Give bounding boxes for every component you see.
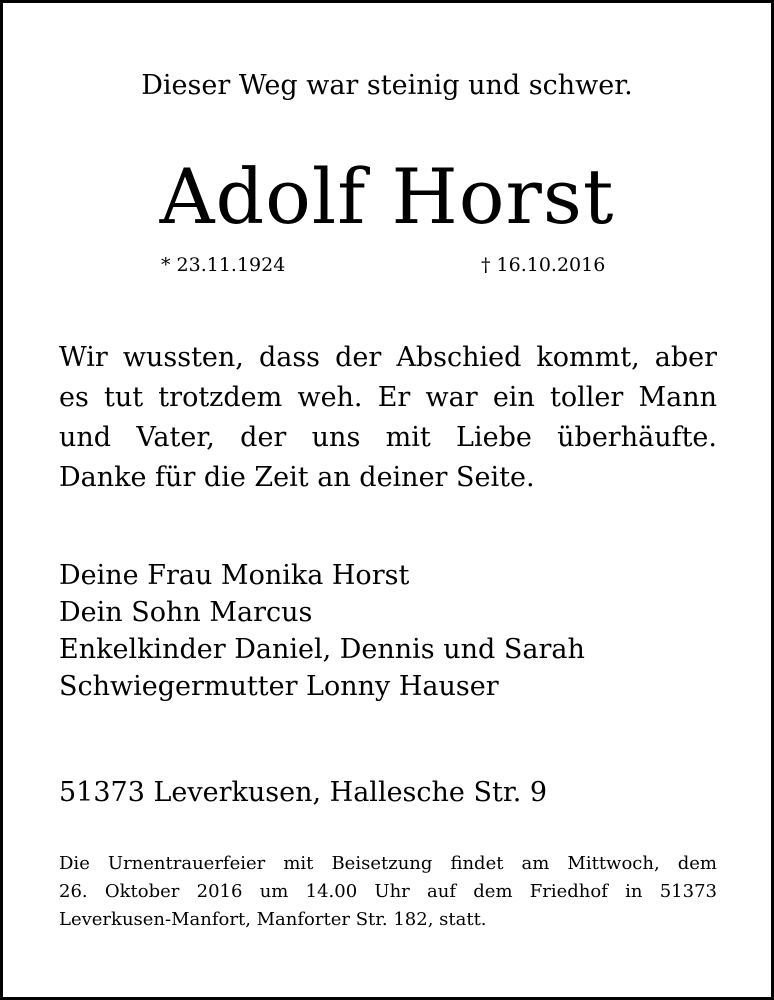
family-address: 51373 Leverkusen, Hallesche Str. 9 [59,777,548,808]
mourners-list [59,557,719,705]
mourner: Dein Sohn Marcus [59,597,313,628]
message-line: es tut trotzdem weh. Er war ein toller Mann [59,382,717,413]
funeral-line: 26. Oktober 2016 um 14.00 Uhr auf dem Friedhof in 51373 [59,881,717,902]
mourner: Schwiegermutter Lonny Hauser [59,671,499,702]
death-date: † 16.10.2016 [481,254,606,276]
mourner: Deine Frau Monika Horst [59,560,410,591]
mourner: Enkelkinder Daniel, Dennis und Sarah [59,634,585,665]
message-line: Wir wussten, dass der Abschied kommt, aber [59,342,717,373]
funeral-line: Die Urnentrauerfeier mit Beisetzung findet am Mittwoch, dem [59,853,717,874]
deceased-name: Adolf Horst [159,152,615,241]
motto: Dieser Weg war steinig und schwer. [141,70,633,101]
funeral-line: Leverkusen-Manfort, Manforter Str. 182, statt. [59,909,487,930]
birth-date: * 23.11.1924 [161,254,286,276]
message-line: und Vater, der uns mit Liebe überhäufte. [59,422,717,453]
farewell-message [59,338,717,498]
funeral-info [59,850,717,934]
message-line: Danke für die Zeit an deiner Seite. [59,462,535,493]
